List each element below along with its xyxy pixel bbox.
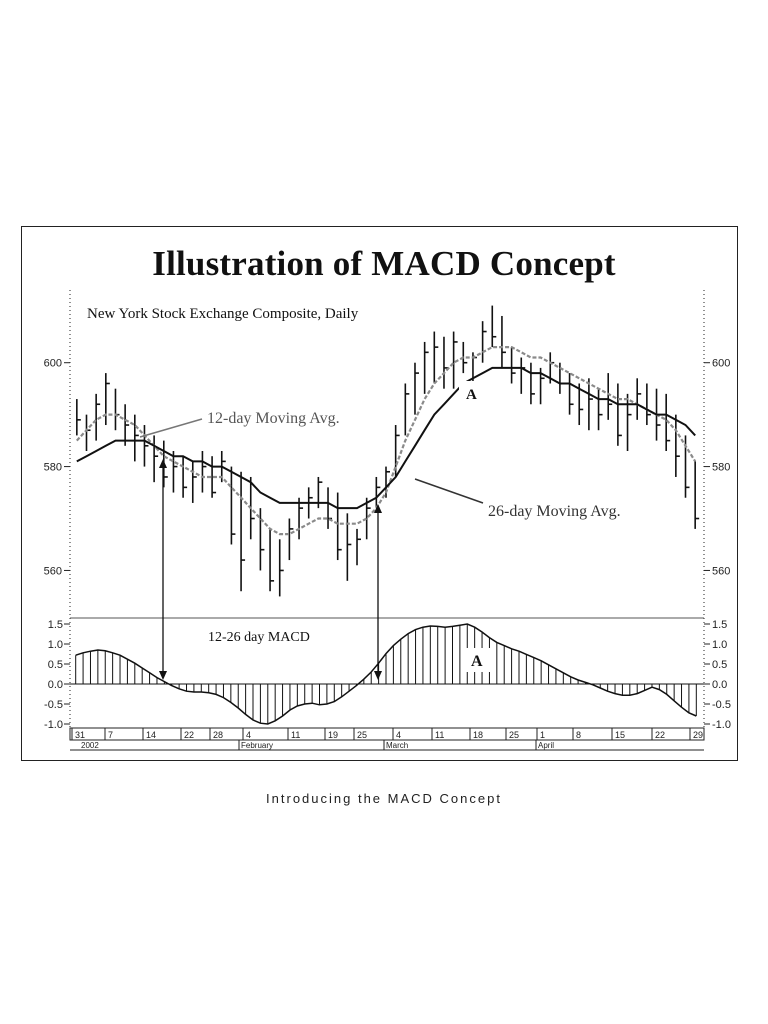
date-tick-label: 14 bbox=[146, 730, 157, 740]
date-tick-label: 11 bbox=[291, 730, 301, 740]
crossover-arrow-2-head-bottom bbox=[374, 671, 382, 680]
ma12-leader-line bbox=[140, 419, 202, 437]
date-tick-label: 22 bbox=[184, 730, 195, 740]
date-tick-label: 4 bbox=[246, 730, 252, 740]
date-tick-label: 31 bbox=[75, 730, 86, 740]
month-label: April bbox=[538, 741, 555, 750]
date-tick-label: 7 bbox=[108, 730, 114, 740]
date-tick-label: 1 bbox=[540, 730, 546, 740]
month-label: 2002 bbox=[81, 741, 99, 750]
date-tick-label: 25 bbox=[357, 730, 368, 740]
figure-caption: Introducing the MACD Concept bbox=[266, 791, 502, 806]
crossover-arrow-2-head-top bbox=[374, 504, 382, 513]
ma12-label: 12-day Moving Avg. bbox=[207, 410, 340, 427]
ma26-line bbox=[77, 368, 695, 508]
date-tick-label: 19 bbox=[328, 730, 339, 740]
month-label: March bbox=[386, 741, 409, 750]
macd-right-tick-label: -1.0 bbox=[712, 719, 731, 731]
macd-right-tick-label: -0.5 bbox=[712, 699, 731, 711]
price-right-tick-label: 600 bbox=[712, 357, 731, 370]
price-panel bbox=[44, 290, 731, 618]
macd-left-tick-label: 1.5 bbox=[47, 619, 63, 631]
macd-left-tick-label: -1.0 bbox=[44, 719, 63, 731]
ma26-label: 26-day Moving Avg. bbox=[488, 503, 621, 520]
date-tick-label: 18 bbox=[473, 730, 484, 740]
macd-title: 12-26 day MACD bbox=[208, 630, 310, 645]
macd-left-tick-label: 1.0 bbox=[47, 639, 63, 651]
date-tick-label: 15 bbox=[615, 730, 626, 740]
macd-right-tick-label: 0.5 bbox=[712, 659, 728, 671]
date-tick-label: 22 bbox=[655, 730, 666, 740]
price-right-tick-label: 580 bbox=[712, 461, 731, 474]
price-right-tick-label: 560 bbox=[712, 565, 731, 578]
date-tick-label: 29 bbox=[693, 730, 704, 740]
ma26-leader-line bbox=[415, 479, 483, 503]
date-axis-box bbox=[70, 728, 704, 740]
macd-right-tick-label: 1.0 bbox=[712, 639, 728, 651]
date-tick-label: 4 bbox=[396, 730, 402, 740]
date-tick-label: 8 bbox=[576, 730, 582, 740]
macd-left-tick-label: 0.0 bbox=[47, 679, 63, 691]
macd-left-tick-label: 0.5 bbox=[47, 659, 63, 671]
macd-right-tick-label: 0.0 bbox=[712, 679, 728, 691]
price-subtitle: New York Stock Exchange Composite, Daily bbox=[87, 306, 359, 322]
macd-left-tick-label: -0.5 bbox=[44, 699, 63, 711]
crossover-arrow-1-head-top bbox=[159, 459, 167, 468]
price-left-tick-label: 560 bbox=[43, 565, 62, 578]
date-tick-label: 11 bbox=[435, 730, 445, 740]
price-point-a-label: A bbox=[466, 387, 477, 403]
date-axis bbox=[70, 728, 704, 750]
month-label: February bbox=[241, 741, 274, 750]
price-left-tick-label: 580 bbox=[43, 461, 62, 474]
macd-point-a-label: A bbox=[471, 653, 483, 670]
chart-title: Illustration of MACD Concept bbox=[152, 244, 616, 283]
price-left-tick-label: 600 bbox=[43, 357, 62, 370]
macd-right-tick-label: 1.5 bbox=[712, 619, 728, 631]
date-tick-label: 28 bbox=[213, 730, 224, 740]
date-tick-label: 25 bbox=[509, 730, 520, 740]
macd-panel bbox=[44, 618, 731, 731]
